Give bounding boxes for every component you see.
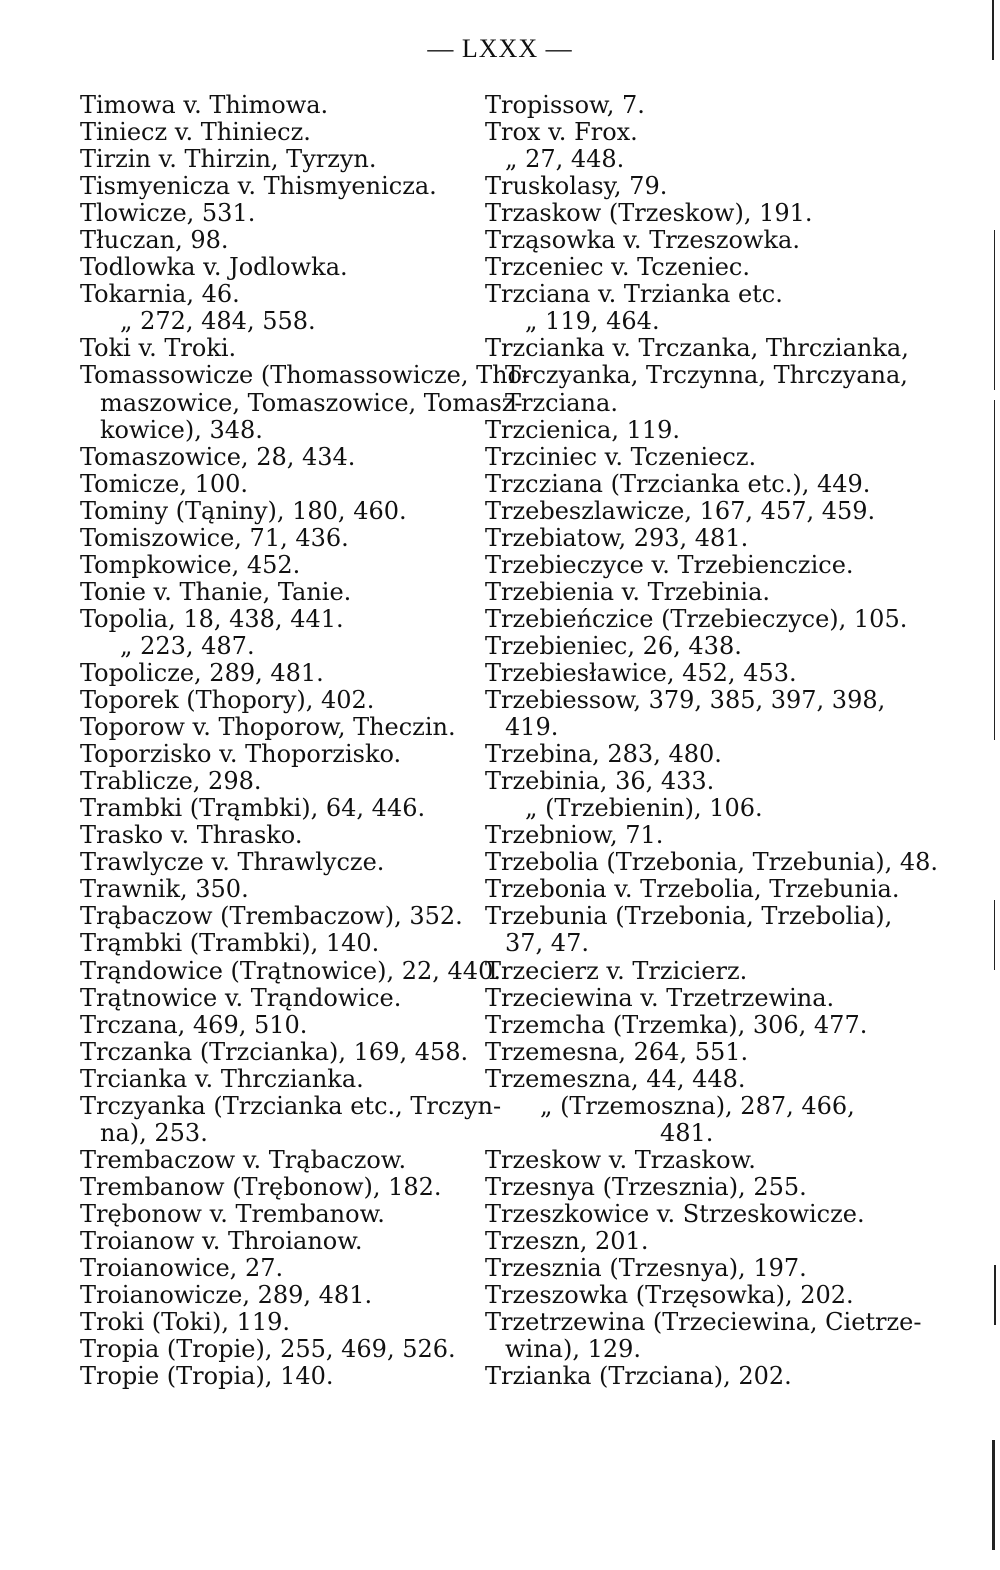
index-entry: Trzeszowka (Trzęsowka), 202. (485, 1281, 854, 1310)
index-entry: Toki v. Troki. (80, 334, 237, 363)
index-entry: Trzebieniec, 26, 438. (485, 631, 742, 660)
scan-edge-mark (994, 1265, 996, 1325)
index-entry: Tłuczan, 98. (80, 226, 229, 255)
index-entry: Trzceniec v. Tczeniec. (485, 253, 750, 282)
index-entry-continuation: kowice), 348. (100, 415, 263, 444)
index-entry: Trembanow (Trębonow), 182. (80, 1172, 442, 1201)
scan-edge-mark (992, 0, 994, 60)
index-entry: Toporow v. Thoporow, Theczin. (80, 713, 456, 742)
index-entry: Trzebiesławice, 452, 453. (485, 658, 797, 687)
index-entry-continuation: wina), 129. (505, 1335, 642, 1364)
index-entry: Trąndowice (Trątnowice), 22, 440. (80, 956, 501, 985)
index-entry: Trzebiatow, 293, 481. (485, 523, 749, 552)
index-entry: Trzemcha (Trzemka), 306, 477. (485, 1010, 868, 1039)
index-entry: Trzcianka v. Trczanka, Thrczianka, (485, 334, 909, 363)
index-entry: Truskolasy, 79. (485, 172, 668, 201)
index-entry: Trzesnya (Trzesznia), 255. (485, 1172, 807, 1201)
index-entry: Toporzisko v. Thoporzisko. (80, 740, 402, 769)
index-entry: Trzemeszna, 44, 448. (485, 1064, 746, 1093)
index-entry: Tropia (Tropie), 255, 469, 526. (80, 1335, 456, 1364)
index-entry: Trzcziana (Trzcianka etc.), 449. (485, 469, 871, 498)
index-entry: Trębonow v. Trembanow. (80, 1199, 385, 1228)
index-entry-continuation: maszowice, Tomaszowice, Tomasz- (100, 388, 523, 417)
index-entry: Tlowicze, 531. (80, 199, 256, 228)
index-entry: Troianowice, 27. (80, 1254, 284, 1283)
index-entry: Tokarnia, 46. (80, 280, 240, 309)
index-entry: Trzebieczyce v. Trzebienczice. (485, 550, 854, 579)
index-entry: Tiniecz v. Thiniecz. (80, 118, 311, 147)
index-column-left (80, 91, 531, 1391)
index-entry-ditto: „ (Trzemoszna), 287, 466, (540, 1091, 855, 1120)
index-entry: Trzianka (Trzciana), 202. (485, 1362, 792, 1391)
index-entry-continuation: 481. (660, 1118, 714, 1147)
index-entry: Trawnik, 350. (80, 875, 249, 904)
index-entry-continuation: na), 253. (100, 1118, 208, 1147)
index-entry: Trzesznia (Trzesnya), 197. (485, 1254, 807, 1283)
index-entry: Tominy (Tąniny), 180, 460. (80, 496, 407, 525)
index-entry: Trembaczow v. Trąbaczow. (80, 1145, 407, 1174)
index-column-right (485, 91, 939, 1391)
index-entry: Trczanka (Trzcianka), 169, 458. (80, 1037, 469, 1066)
index-entry: Trzebonia v. Trzebolia, Trzebunia. (485, 875, 900, 904)
index-entry-ditto: „ 272, 484, 558. (120, 307, 316, 336)
index-entry-continuation: 419. (505, 713, 559, 742)
index-entry: Trzebienia v. Trzebinia. (485, 577, 771, 606)
index-entry: Todlowka v. Jodlowka. (80, 253, 348, 282)
index-entry: Tropie (Tropia), 140. (80, 1362, 334, 1391)
index-entry: Trzebolia (Trzebonia, Trzebunia), 48. (485, 848, 939, 877)
index-entry: Trzebinia, 36, 433. (485, 767, 715, 796)
scan-edge-mark (994, 900, 995, 970)
index-entry: Tismyenicza v. Thismyenicza. (80, 172, 437, 201)
index-entry: Trasko v. Thrasko. (80, 821, 303, 850)
index-entry: Trox v. Frox. (485, 118, 638, 147)
index-entry: Trzeszkowice v. Strzeskowicze. (485, 1199, 865, 1228)
index-entry: Trczyanka (Trzcianka etc., Trczyn- (80, 1091, 502, 1120)
index-entry: Tomassowicze (Thomassowicze, Tho- (80, 361, 531, 390)
page-number: — LXXX — (427, 34, 573, 63)
index-entry: Tropissow, 7. (485, 91, 645, 119)
index-entry: Tompkowice, 452. (80, 550, 301, 579)
index-entry: Troianow v. Throianow. (80, 1226, 363, 1255)
index-entry: Trąmbki (Trambki), 140. (80, 929, 380, 958)
index-entry: Trzciniec v. Tczeniecz. (485, 442, 757, 471)
index-entry: Trzebieńczice (Trzebieczyce), 105. (485, 604, 908, 633)
index-entry: Trzaskow (Trzeskow), 191. (485, 199, 813, 228)
index-entry-ditto: „ 119, 464. (525, 307, 660, 336)
index-entry-continuation: 37, 47. (505, 929, 589, 958)
index-entry: Trątnowice v. Trąndowice. (80, 983, 402, 1012)
index-entry: Trczana, 469, 510. (80, 1010, 308, 1039)
index-entry: Tirzin v. Thirzin, Tyrzyn. (80, 145, 377, 174)
index-entry: Trzcienica, 119. (485, 415, 681, 444)
index-entry: Trzebiessow, 379, 385, 397, 398, (485, 686, 886, 715)
index-entry: Timowa v. Thimowa. (80, 91, 329, 119)
index-entry: Trzemesna, 264, 551. (485, 1037, 749, 1066)
index-entry: Trzciana v. Trzianka etc. (485, 280, 783, 309)
index-entry: Trzecierz v. Trzicierz. (485, 956, 748, 985)
index-entry-ditto: „ 27, 448. (505, 145, 625, 174)
index-entry: Trząsowka v. Trzeszowka. (485, 226, 800, 255)
index-entry: Trzetrzewina (Trzeciewina, Cietrze- (485, 1308, 922, 1337)
index-entry: Trzebina, 283, 480. (485, 740, 722, 769)
scan-edge-mark (992, 1440, 995, 1550)
index-entry: Trzeciewina v. Trzetrzewina. (485, 983, 835, 1012)
index-entry-continuation: Trczyanka, Trczynna, Thrczyana, (505, 361, 908, 390)
index-entry: Trąbaczow (Trembaczow), 352. (80, 902, 463, 931)
index-entry: Topolicze, 289, 481. (80, 658, 324, 687)
index-entry: Toporek (Thopory), 402. (80, 686, 375, 715)
index-entry: Trambki (Trąmbki), 64, 446. (80, 794, 426, 823)
index-entry: Troianowicze, 289, 481. (80, 1281, 373, 1310)
index-entry: Tonie v. Thanie, Tanie. (80, 577, 352, 606)
index-entry: Trawlycze v. Thrawlycze. (80, 848, 385, 877)
index-entry: Tomicze, 100. (80, 469, 249, 498)
index-entry-continuation: Trzciana. (505, 388, 618, 417)
scan-edge-mark (994, 400, 995, 740)
index-entry: Trzebniow, 71. (485, 821, 664, 850)
index-entry: Trzebeszlawicze, 167, 457, 459. (485, 496, 876, 525)
index-entry-ditto: „ (Trzebienin), 106. (525, 794, 763, 823)
index-entry: Trzebunia (Trzebonia, Trzebolia), (485, 902, 893, 931)
index-entry: Trcianka v. Thrczianka. (80, 1064, 364, 1093)
index-entry: Tomiszowice, 71, 436. (80, 523, 349, 552)
index-entry: Trzeskow v. Trzaskow. (485, 1145, 756, 1174)
index-entry: Trablicze, 298. (80, 767, 262, 796)
index-entry: Troki (Toki), 119. (80, 1308, 291, 1337)
index-entry: Topolia, 18, 438, 441. (80, 604, 344, 633)
scan-edge-mark (994, 230, 995, 390)
index-entry: Tomaszowice, 28, 434. (80, 442, 356, 471)
index-entry-ditto: „ 223, 487. (120, 631, 255, 660)
index-entry: Trzeszn, 201. (485, 1226, 649, 1255)
